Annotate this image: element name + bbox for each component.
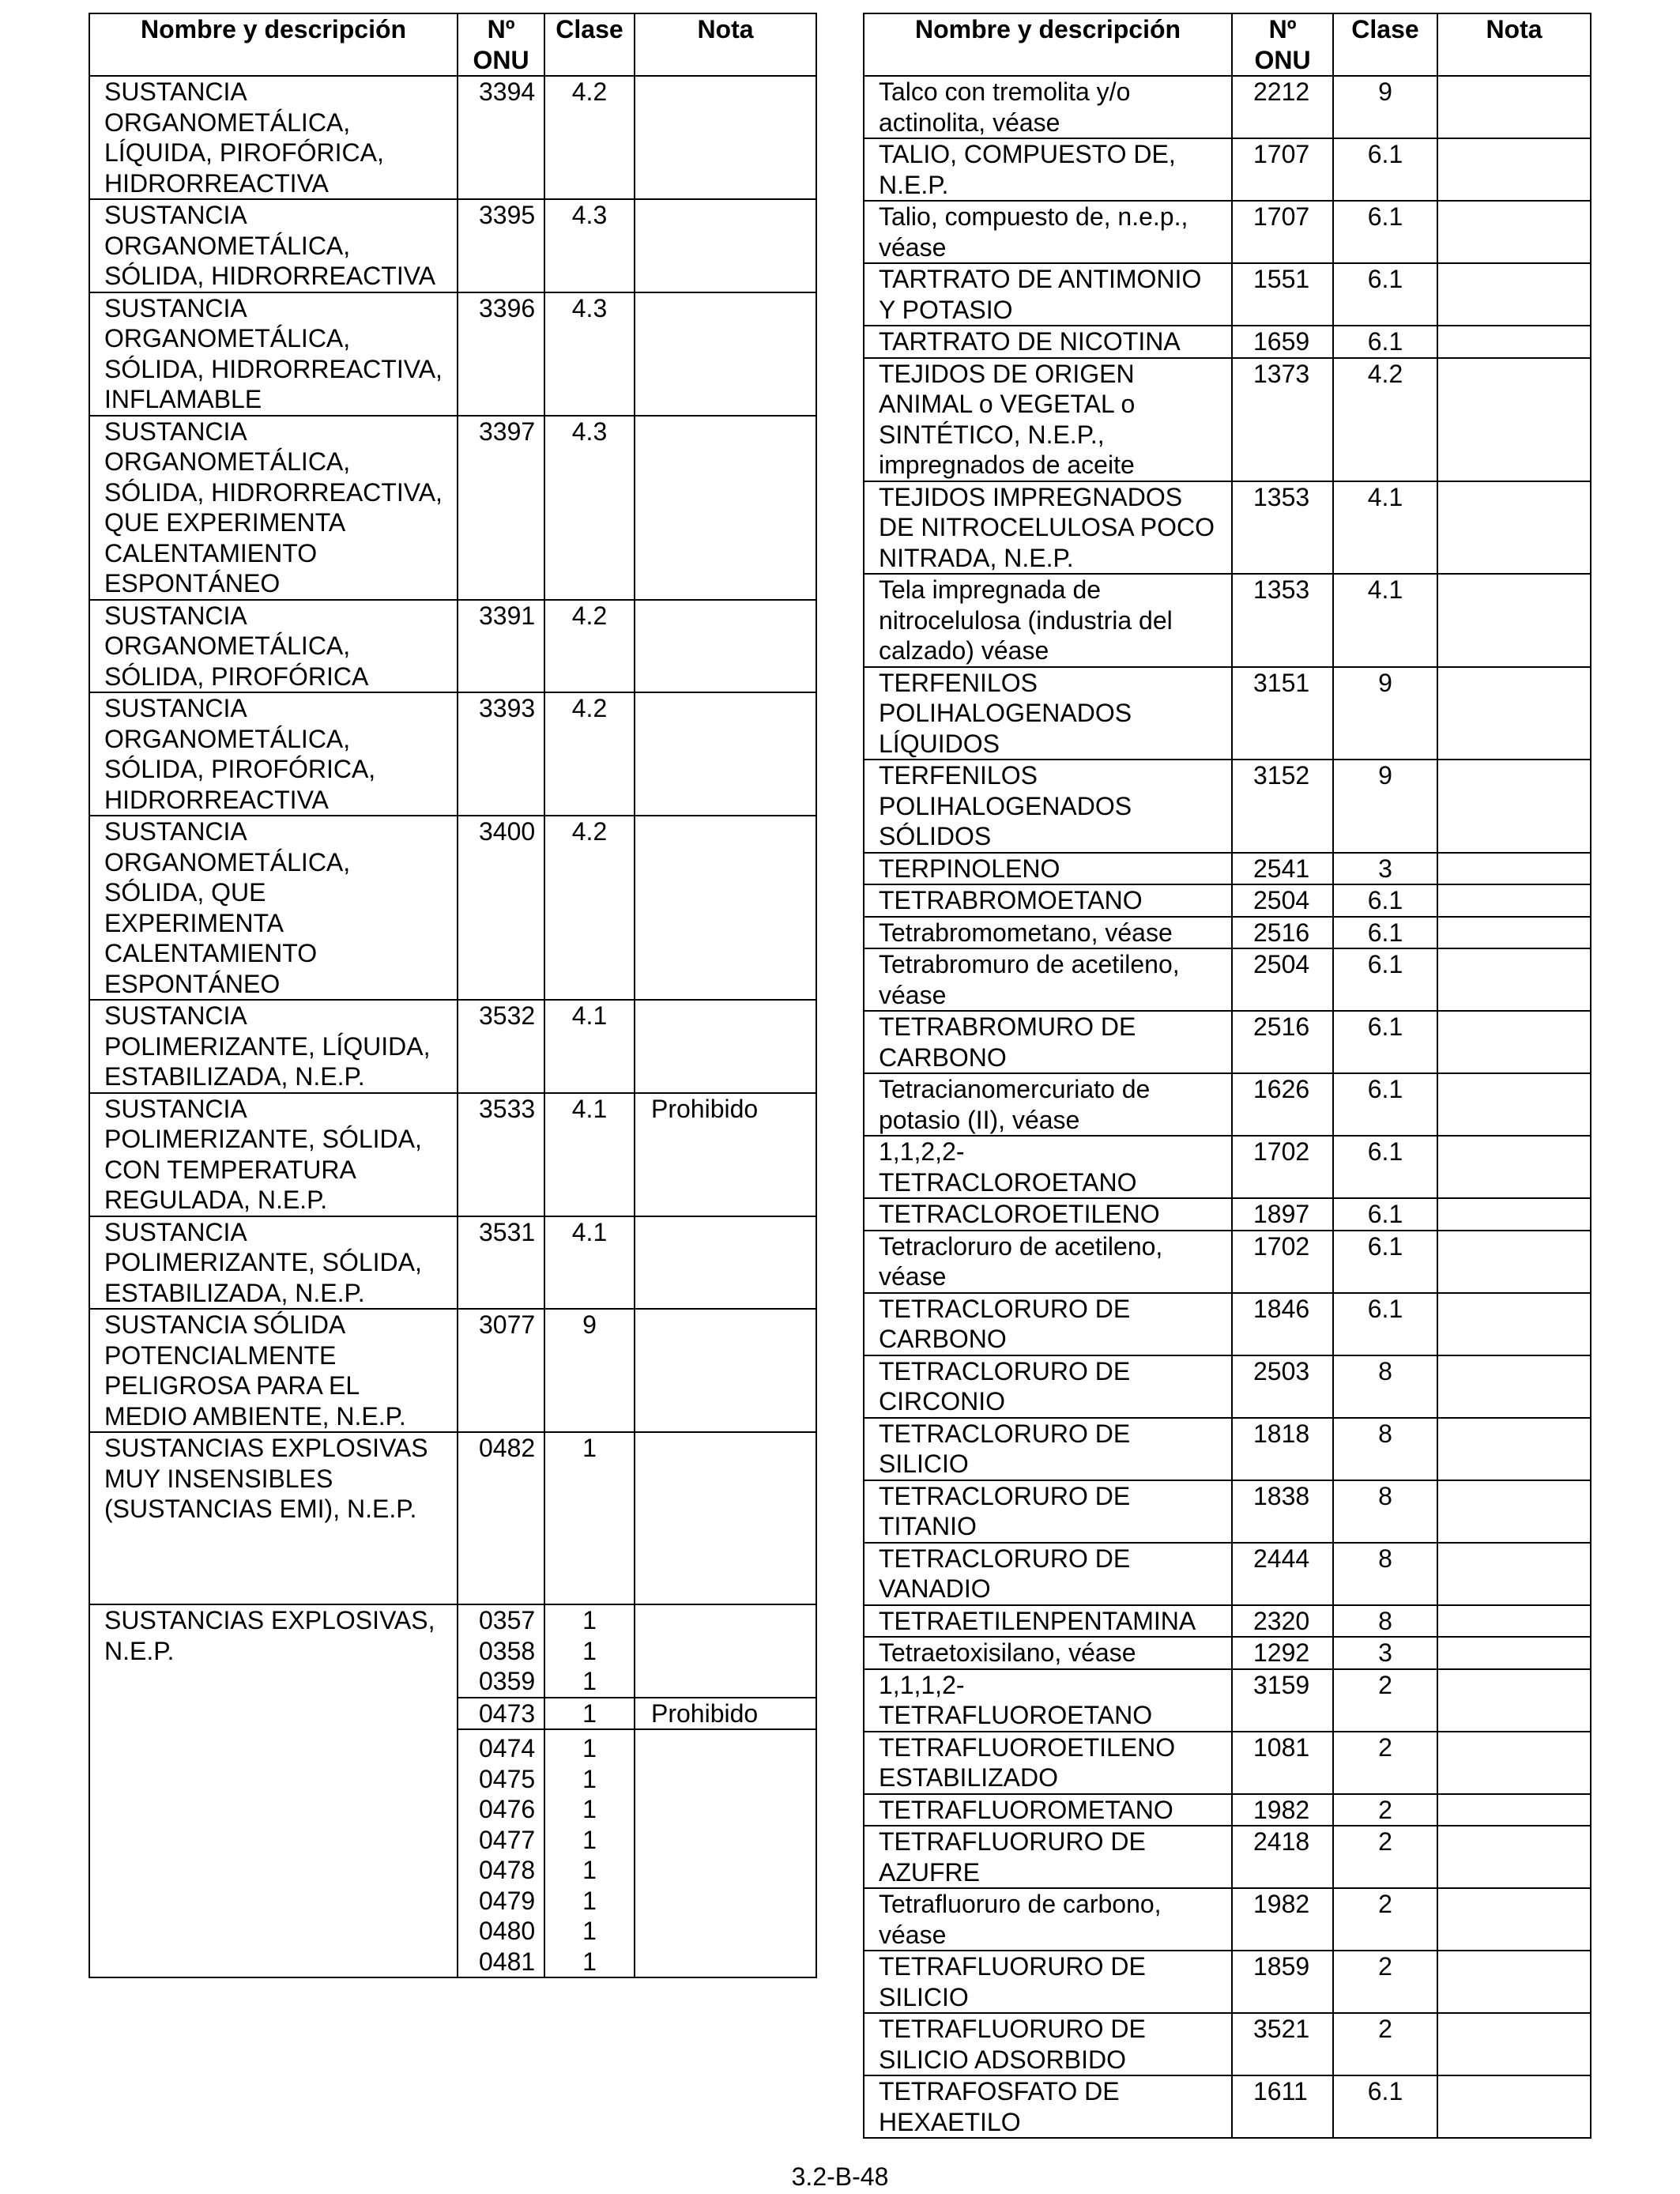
row-name: TARTRATO DE ANTIMONIO Y POTASIO — [864, 263, 1232, 326]
row-name: TETRAFLUORURO DE SILICIO ADSORBIDO — [864, 2013, 1232, 2075]
table-row — [89, 692, 816, 816]
row-class: 4.2 — [544, 600, 635, 693]
left-table-body — [89, 76, 816, 1977]
row-note — [635, 292, 816, 416]
row-class: 2 — [1333, 1888, 1437, 1951]
stacked-value: 0357 — [479, 1606, 536, 1634]
page-number: 3.2-B-48 — [791, 2162, 889, 2191]
row-class: 3 — [1333, 853, 1437, 885]
row-name: Talio, compuesto de, n.e.p., véase — [864, 201, 1232, 263]
row-name: SUSTANCIA SÓLIDA POTENCIALMENTE PELIGROSA PARA EL MEDIO AMBIENTE, N.E.P. — [89, 1309, 458, 1432]
row-note — [1437, 1637, 1591, 1669]
row-class: 4.2 — [544, 816, 635, 1000]
table-row — [864, 1669, 1591, 1732]
row-class: 4.1 — [1333, 481, 1437, 575]
table-row — [89, 1216, 816, 1310]
table-row — [864, 853, 1591, 885]
row-name: Tetraetoxisilano, véase — [864, 1637, 1232, 1669]
row-name: TETRACLORURO DE CARBONO — [864, 1293, 1232, 1355]
table-row — [864, 201, 1591, 263]
table-row — [864, 1888, 1591, 1951]
row-un-number: 1859 — [1232, 1951, 1333, 2013]
stacked-value: 0475 — [479, 1764, 536, 1793]
row-class: 6.1 — [1333, 201, 1437, 263]
row-un-number: 2504 — [1232, 948, 1333, 1011]
row-un-number: 3533 — [458, 1093, 544, 1216]
table-row — [864, 1136, 1591, 1198]
row-un-number: 1373 — [1232, 358, 1333, 481]
row-class: 2 — [1333, 1826, 1437, 1888]
row-class: 2 — [1333, 1951, 1437, 2013]
row-note — [1437, 263, 1591, 326]
table-row — [864, 1011, 1591, 1073]
table-row — [864, 138, 1591, 201]
row-name: TETRAFOSFATO DE HEXAETILO — [864, 2075, 1232, 2138]
row-un-number: 2516 — [1232, 1011, 1333, 1073]
row-un-number: 2516 — [1232, 917, 1333, 949]
row-class: 6.1 — [1333, 2075, 1437, 2138]
row-note — [1437, 884, 1591, 917]
row-note — [1437, 1231, 1591, 1293]
row-un-number: 3521 — [1232, 2013, 1333, 2075]
row-class: 6.1 — [1333, 1198, 1437, 1231]
table-row — [89, 199, 816, 292]
row-name: Tetrabromometano, véase — [864, 917, 1232, 949]
row-un-number: 1846 — [1232, 1293, 1333, 1355]
table-row — [864, 1637, 1591, 1669]
row-un-number: 2503 — [1232, 1355, 1333, 1418]
stacked-value: 1 — [582, 1636, 597, 1665]
row-name: TEJIDOS DE ORIGEN ANIMAL o VEGETAL o SINTÉTICO, N.E.P., impregnados de aceite — [864, 358, 1232, 481]
row-name: TALIO, COMPUESTO DE, N.E.P. — [864, 138, 1232, 201]
row-name: TETRABROMOETANO — [864, 884, 1232, 917]
table-row — [864, 1355, 1591, 1418]
row-name: TETRACLORURO DE TITANIO — [864, 1480, 1232, 1543]
table-row — [864, 667, 1591, 760]
stacked-value: 0474 — [479, 1734, 536, 1762]
stacked-value: 0359 — [479, 1667, 536, 1695]
table-row — [89, 816, 816, 1000]
table-row — [864, 1293, 1591, 1355]
header-note: Nota — [635, 13, 816, 76]
row-class: 6.1 — [1333, 1136, 1437, 1198]
row-un-number: 3532 — [458, 1000, 544, 1093]
row-class: 8 — [1333, 1543, 1437, 1605]
table-row — [864, 1418, 1591, 1480]
stacked-value: 0473 — [479, 1698, 536, 1728]
row-note — [635, 1729, 816, 1977]
row-name: TERFENILOS POLIHALOGENADOS LÍQUIDOS — [864, 667, 1232, 760]
row-name: Tetracianomercuriato de potasio (II), véase — [864, 1073, 1232, 1136]
row-class: 4.1 — [544, 1093, 635, 1216]
row-name: TETRAFLUORURO DE AZUFRE — [864, 1826, 1232, 1888]
stacked-value: 1 — [582, 1795, 597, 1823]
table-row — [864, 2075, 1591, 2138]
row-class: 4.3 — [544, 199, 635, 292]
row-un-number: 3394 — [458, 76, 544, 199]
header-class: Clase — [1333, 13, 1437, 76]
row-note — [1437, 917, 1591, 949]
row-class: 9 — [1333, 760, 1437, 853]
row-note — [1437, 201, 1591, 263]
row-note — [635, 816, 816, 1000]
table-row — [864, 481, 1591, 575]
table-row — [864, 1951, 1591, 2013]
row-un-number: 3077 — [458, 1309, 544, 1432]
row-note — [635, 1216, 816, 1310]
row-note — [1437, 358, 1591, 481]
table-row — [89, 1309, 816, 1432]
table-row — [864, 76, 1591, 138]
row-note — [1437, 760, 1591, 853]
row-note — [1437, 1543, 1591, 1605]
row-note — [635, 600, 816, 693]
row-note — [635, 1604, 816, 1698]
row-name: TETRACLORURO DE SILICIO — [864, 1418, 1232, 1480]
row-un-number: 3531 — [458, 1216, 544, 1310]
row-note — [1437, 2013, 1591, 2075]
stacked-value: 1 — [582, 1917, 597, 1945]
table-row — [864, 884, 1591, 917]
row-note — [1437, 1198, 1591, 1231]
header-class: Clase — [544, 13, 635, 76]
row-un-number — [458, 1698, 544, 1730]
stacked-value: 0477 — [479, 1825, 536, 1854]
row-note — [1437, 1605, 1591, 1638]
row-note — [635, 1000, 816, 1093]
row-note: Prohibido — [635, 1698, 816, 1730]
row-name: SUSTANCIA POLIMERIZANTE, SÓLIDA, CON TEMPERATURA REGULADA, N.E.P. — [89, 1093, 458, 1216]
table-row — [864, 1605, 1591, 1638]
row-name: TETRAFLUOROETILENO ESTABILIZADO — [864, 1732, 1232, 1794]
row-note — [635, 1432, 816, 1604]
row-class: 2 — [1333, 1794, 1437, 1826]
table-row — [864, 1198, 1591, 1231]
row-name: TARTRATO DE NICOTINA — [864, 326, 1232, 358]
table-row — [864, 1480, 1591, 1543]
row-class: 4.3 — [544, 292, 635, 416]
row-class: 2 — [1333, 1732, 1437, 1794]
row-note — [635, 416, 816, 600]
row-class — [544, 1698, 635, 1730]
row-class: 8 — [1333, 1605, 1437, 1638]
row-note — [1437, 76, 1591, 138]
table-row — [89, 76, 816, 199]
table-row — [864, 1543, 1591, 1605]
row-un-number: 1838 — [1232, 1480, 1333, 1543]
row-note — [635, 692, 816, 816]
row-un-number: 1982 — [1232, 1888, 1333, 1951]
row-un-number: 1292 — [1232, 1637, 1333, 1669]
row-un-number: 3395 — [458, 199, 544, 292]
stacked-value: 0480 — [479, 1917, 536, 1945]
row-name: SUSTANCIA POLIMERIZANTE, LÍQUIDA, ESTABILIZADA, N.E.P. — [89, 1000, 458, 1093]
row-note — [1437, 1418, 1591, 1480]
row-class: 6.1 — [1333, 1293, 1437, 1355]
row-un-number: 1707 — [1232, 138, 1333, 201]
row-note — [1437, 1669, 1591, 1732]
table-row — [864, 263, 1591, 326]
row-class: 4.3 — [544, 416, 635, 600]
row-class — [544, 1604, 635, 1698]
row-note — [1437, 853, 1591, 885]
row-class: 4.1 — [1333, 574, 1437, 667]
row-class — [544, 1729, 635, 1977]
row-un-number: 2418 — [1232, 1826, 1333, 1888]
row-un-number: 1707 — [1232, 201, 1333, 263]
row-name: SUSTANCIA ORGANOMETÁLICA, SÓLIDA, HIDRORREACTIVA — [89, 199, 458, 292]
header-un-number: Nº ONU — [458, 13, 544, 76]
row-class: 6.1 — [1333, 1011, 1437, 1073]
row-un-number: 1702 — [1232, 1231, 1333, 1293]
row-un-number: 1626 — [1232, 1073, 1333, 1136]
stacked-value: 0476 — [479, 1795, 536, 1823]
dangerous-goods-table-right — [863, 13, 1591, 2139]
row-class: 4.2 — [544, 76, 635, 199]
row-name: TERPINOLENO — [864, 853, 1232, 885]
row-class: 9 — [1333, 667, 1437, 760]
table-row — [89, 416, 816, 600]
header-un-number: Nº ONU — [1232, 13, 1333, 76]
row-class: 8 — [1333, 1480, 1437, 1543]
row-name: Tela impregnada de nitrocelulosa (industria del calzado) véase — [864, 574, 1232, 667]
row-class: 9 — [544, 1309, 635, 1432]
row-class: 3 — [1333, 1637, 1437, 1669]
row-name: 1,1,2,2-TETRACLOROETANO — [864, 1136, 1232, 1198]
stacked-value: 1 — [582, 1764, 597, 1793]
row-name: TETRAETILENPENTAMINA — [864, 1605, 1232, 1638]
row-class: 1 — [544, 1432, 635, 1604]
row-note — [1437, 1951, 1591, 2013]
row-class: 4.2 — [544, 692, 635, 816]
row-un-number: 3159 — [1232, 1669, 1333, 1732]
table-row — [864, 2013, 1591, 2075]
right-table-body — [864, 76, 1591, 2138]
row-un-number — [458, 1604, 544, 1698]
table-row — [864, 326, 1591, 358]
row-un-number: 3396 — [458, 292, 544, 416]
row-un-number: 3397 — [458, 416, 544, 600]
row-class: 8 — [1333, 1418, 1437, 1480]
row-note: Prohibido — [635, 1093, 816, 1216]
stacked-value: 1 — [582, 1947, 597, 1976]
table-row — [864, 1073, 1591, 1136]
stacked-value: 0358 — [479, 1636, 536, 1665]
row-note — [1437, 1826, 1591, 1888]
row-un-number: 3391 — [458, 600, 544, 693]
row-name: SUSTANCIA ORGANOMETÁLICA, SÓLIDA, QUE EXPERIMENTA CALENTAMIENTO ESPONTÁNEO — [89, 816, 458, 1000]
row-name: Tetrabromuro de acetileno, véase — [864, 948, 1232, 1011]
table-row — [89, 1432, 816, 1604]
row-un-number: 2504 — [1232, 884, 1333, 917]
table-row — [864, 1732, 1591, 1794]
row-note — [1437, 1136, 1591, 1198]
stacked-value: 1 — [582, 1667, 597, 1695]
row-name: SUSTANCIA POLIMERIZANTE, SÓLIDA, ESTABILIZADA, N.E.P. — [89, 1216, 458, 1310]
row-name: SUSTANCIA ORGANOMETÁLICA, LÍQUIDA, PIROFÓRICA, HIDRORREACTIVA — [89, 76, 458, 199]
row-note — [1437, 138, 1591, 201]
row-note — [1437, 481, 1591, 575]
header-name: Nombre y descripción — [864, 13, 1232, 76]
row-class: 8 — [1333, 1355, 1437, 1418]
header-name: Nombre y descripción — [89, 13, 458, 76]
row-class: 4.2 — [1333, 358, 1437, 481]
row-un-number: 1818 — [1232, 1418, 1333, 1480]
table-row — [864, 358, 1591, 481]
row-class: 6.1 — [1333, 884, 1437, 917]
header-note: Nota — [1437, 13, 1591, 76]
stacked-value: 1 — [582, 1886, 597, 1915]
table-row — [89, 1604, 816, 1698]
row-note — [1437, 1355, 1591, 1418]
row-note — [635, 199, 816, 292]
row-note — [1437, 667, 1591, 760]
row-note — [1437, 1794, 1591, 1826]
row-class: 9 — [1333, 76, 1437, 138]
row-name: TETRAFLUORURO DE SILICIO — [864, 1951, 1232, 2013]
row-class: 6.1 — [1333, 263, 1437, 326]
row-un-number: 1353 — [1232, 481, 1333, 575]
row-un-number: 1659 — [1232, 326, 1333, 358]
row-class: 2 — [1333, 2013, 1437, 2075]
row-note — [635, 1309, 816, 1432]
table-row — [89, 1000, 816, 1093]
row-un-number — [458, 1729, 544, 1977]
row-name: SUSTANCIA ORGANOMETÁLICA, SÓLIDA, HIDRORREACTIVA, QUE EXPERIMENTA CALENTAMIENTO ESPONTÁNEO — [89, 416, 458, 600]
table-row — [89, 600, 816, 693]
row-un-number: 1982 — [1232, 1794, 1333, 1826]
row-class: 6.1 — [1333, 138, 1437, 201]
row-name: TETRACLORURO DE VANADIO — [864, 1543, 1232, 1605]
stacked-value: 1 — [582, 1825, 597, 1854]
row-un-number: 3400 — [458, 816, 544, 1000]
row-note — [1437, 1732, 1591, 1794]
row-name: TETRACLOROETILENO — [864, 1198, 1232, 1231]
row-note — [1437, 1073, 1591, 1136]
row-class: 6.1 — [1333, 917, 1437, 949]
row-name: SUSTANCIA ORGANOMETÁLICA, SÓLIDA, PIROFÓRICA — [89, 600, 458, 693]
row-note — [1437, 1293, 1591, 1355]
stacked-value: 0481 — [479, 1947, 536, 1976]
table-row — [864, 1231, 1591, 1293]
stacked-value: 0478 — [479, 1856, 536, 1884]
row-un-number: 3393 — [458, 692, 544, 816]
row-note — [1437, 948, 1591, 1011]
row-name: TERFENILOS POLIHALOGENADOS SÓLIDOS — [864, 760, 1232, 853]
row-un-number: 0482 — [458, 1432, 544, 1604]
row-class: 6.1 — [1333, 326, 1437, 358]
row-name: Tetrafluoruro de carbono, véase — [864, 1888, 1232, 1951]
stacked-value: 1 — [582, 1856, 597, 1884]
row-note — [1437, 1480, 1591, 1543]
stacked-value: 1 — [582, 1606, 597, 1634]
dangerous-goods-table-left — [89, 13, 817, 1978]
row-un-number: 1081 — [1232, 1732, 1333, 1794]
table-row — [89, 292, 816, 416]
row-un-number: 2212 — [1232, 76, 1333, 138]
stacked-value: 1 — [582, 1698, 597, 1728]
row-un-number: 3151 — [1232, 667, 1333, 760]
row-un-number: 3152 — [1232, 760, 1333, 853]
row-un-number: 2541 — [1232, 853, 1333, 885]
row-un-number: 1353 — [1232, 574, 1333, 667]
row-name: SUSTANCIA ORGANOMETÁLICA, SÓLIDA, PIROFÓRICA, HIDRORREACTIVA — [89, 692, 458, 816]
table-row — [864, 1826, 1591, 1888]
row-note — [1437, 326, 1591, 358]
row-note — [1437, 574, 1591, 667]
row-class: 4.1 — [544, 1000, 635, 1093]
row-class: 6.1 — [1333, 1231, 1437, 1293]
row-class: 6.1 — [1333, 1073, 1437, 1136]
row-name: TEJIDOS IMPREGNADOS DE NITROCELULOSA POCO NITRADA, N.E.P. — [864, 481, 1232, 575]
row-name: Tetracloruro de acetileno, véase — [864, 1231, 1232, 1293]
row-name: SUSTANCIA ORGANOMETÁLICA, SÓLIDA, HIDRORREACTIVA, INFLAMABLE — [89, 292, 458, 416]
row-class: 2 — [1333, 1669, 1437, 1732]
table-row — [864, 760, 1591, 853]
row-note — [1437, 1888, 1591, 1951]
row-un-number: 2320 — [1232, 1605, 1333, 1638]
table-row — [864, 917, 1591, 949]
row-name: SUSTANCIAS EXPLOSIVAS, N.E.P. — [89, 1604, 458, 1977]
row-note — [1437, 2075, 1591, 2138]
row-un-number: 1611 — [1232, 2075, 1333, 2138]
row-un-number: 1897 — [1232, 1198, 1333, 1231]
table-row — [864, 1794, 1591, 1826]
row-un-number: 2444 — [1232, 1543, 1333, 1605]
row-note — [1437, 1011, 1591, 1073]
row-name: TETRAFLUOROMETANO — [864, 1794, 1232, 1826]
table-row — [864, 948, 1591, 1011]
header-row — [864, 13, 1591, 76]
table-row — [89, 1093, 816, 1216]
table-row — [864, 574, 1591, 667]
stacked-value: 1 — [582, 1734, 597, 1762]
row-name: 1,1,1,2-TETRAFLUOROETANO — [864, 1669, 1232, 1732]
header-row — [89, 13, 816, 76]
row-note — [635, 76, 816, 199]
row-un-number: 1702 — [1232, 1136, 1333, 1198]
row-un-number: 1551 — [1232, 263, 1333, 326]
row-name: Talco con tremolita y/o actinolita, véase — [864, 76, 1232, 138]
row-name: TETRABROMURO DE CARBONO — [864, 1011, 1232, 1073]
stacked-value: 0479 — [479, 1886, 536, 1915]
row-name: TETRACLORURO DE CIRCONIO — [864, 1355, 1232, 1418]
row-name: SUSTANCIAS EXPLOSIVAS MUY INSENSIBLES (SUSTANCIAS EMI), N.E.P. — [89, 1432, 458, 1604]
row-class: 6.1 — [1333, 948, 1437, 1011]
row-class: 4.1 — [544, 1216, 635, 1310]
